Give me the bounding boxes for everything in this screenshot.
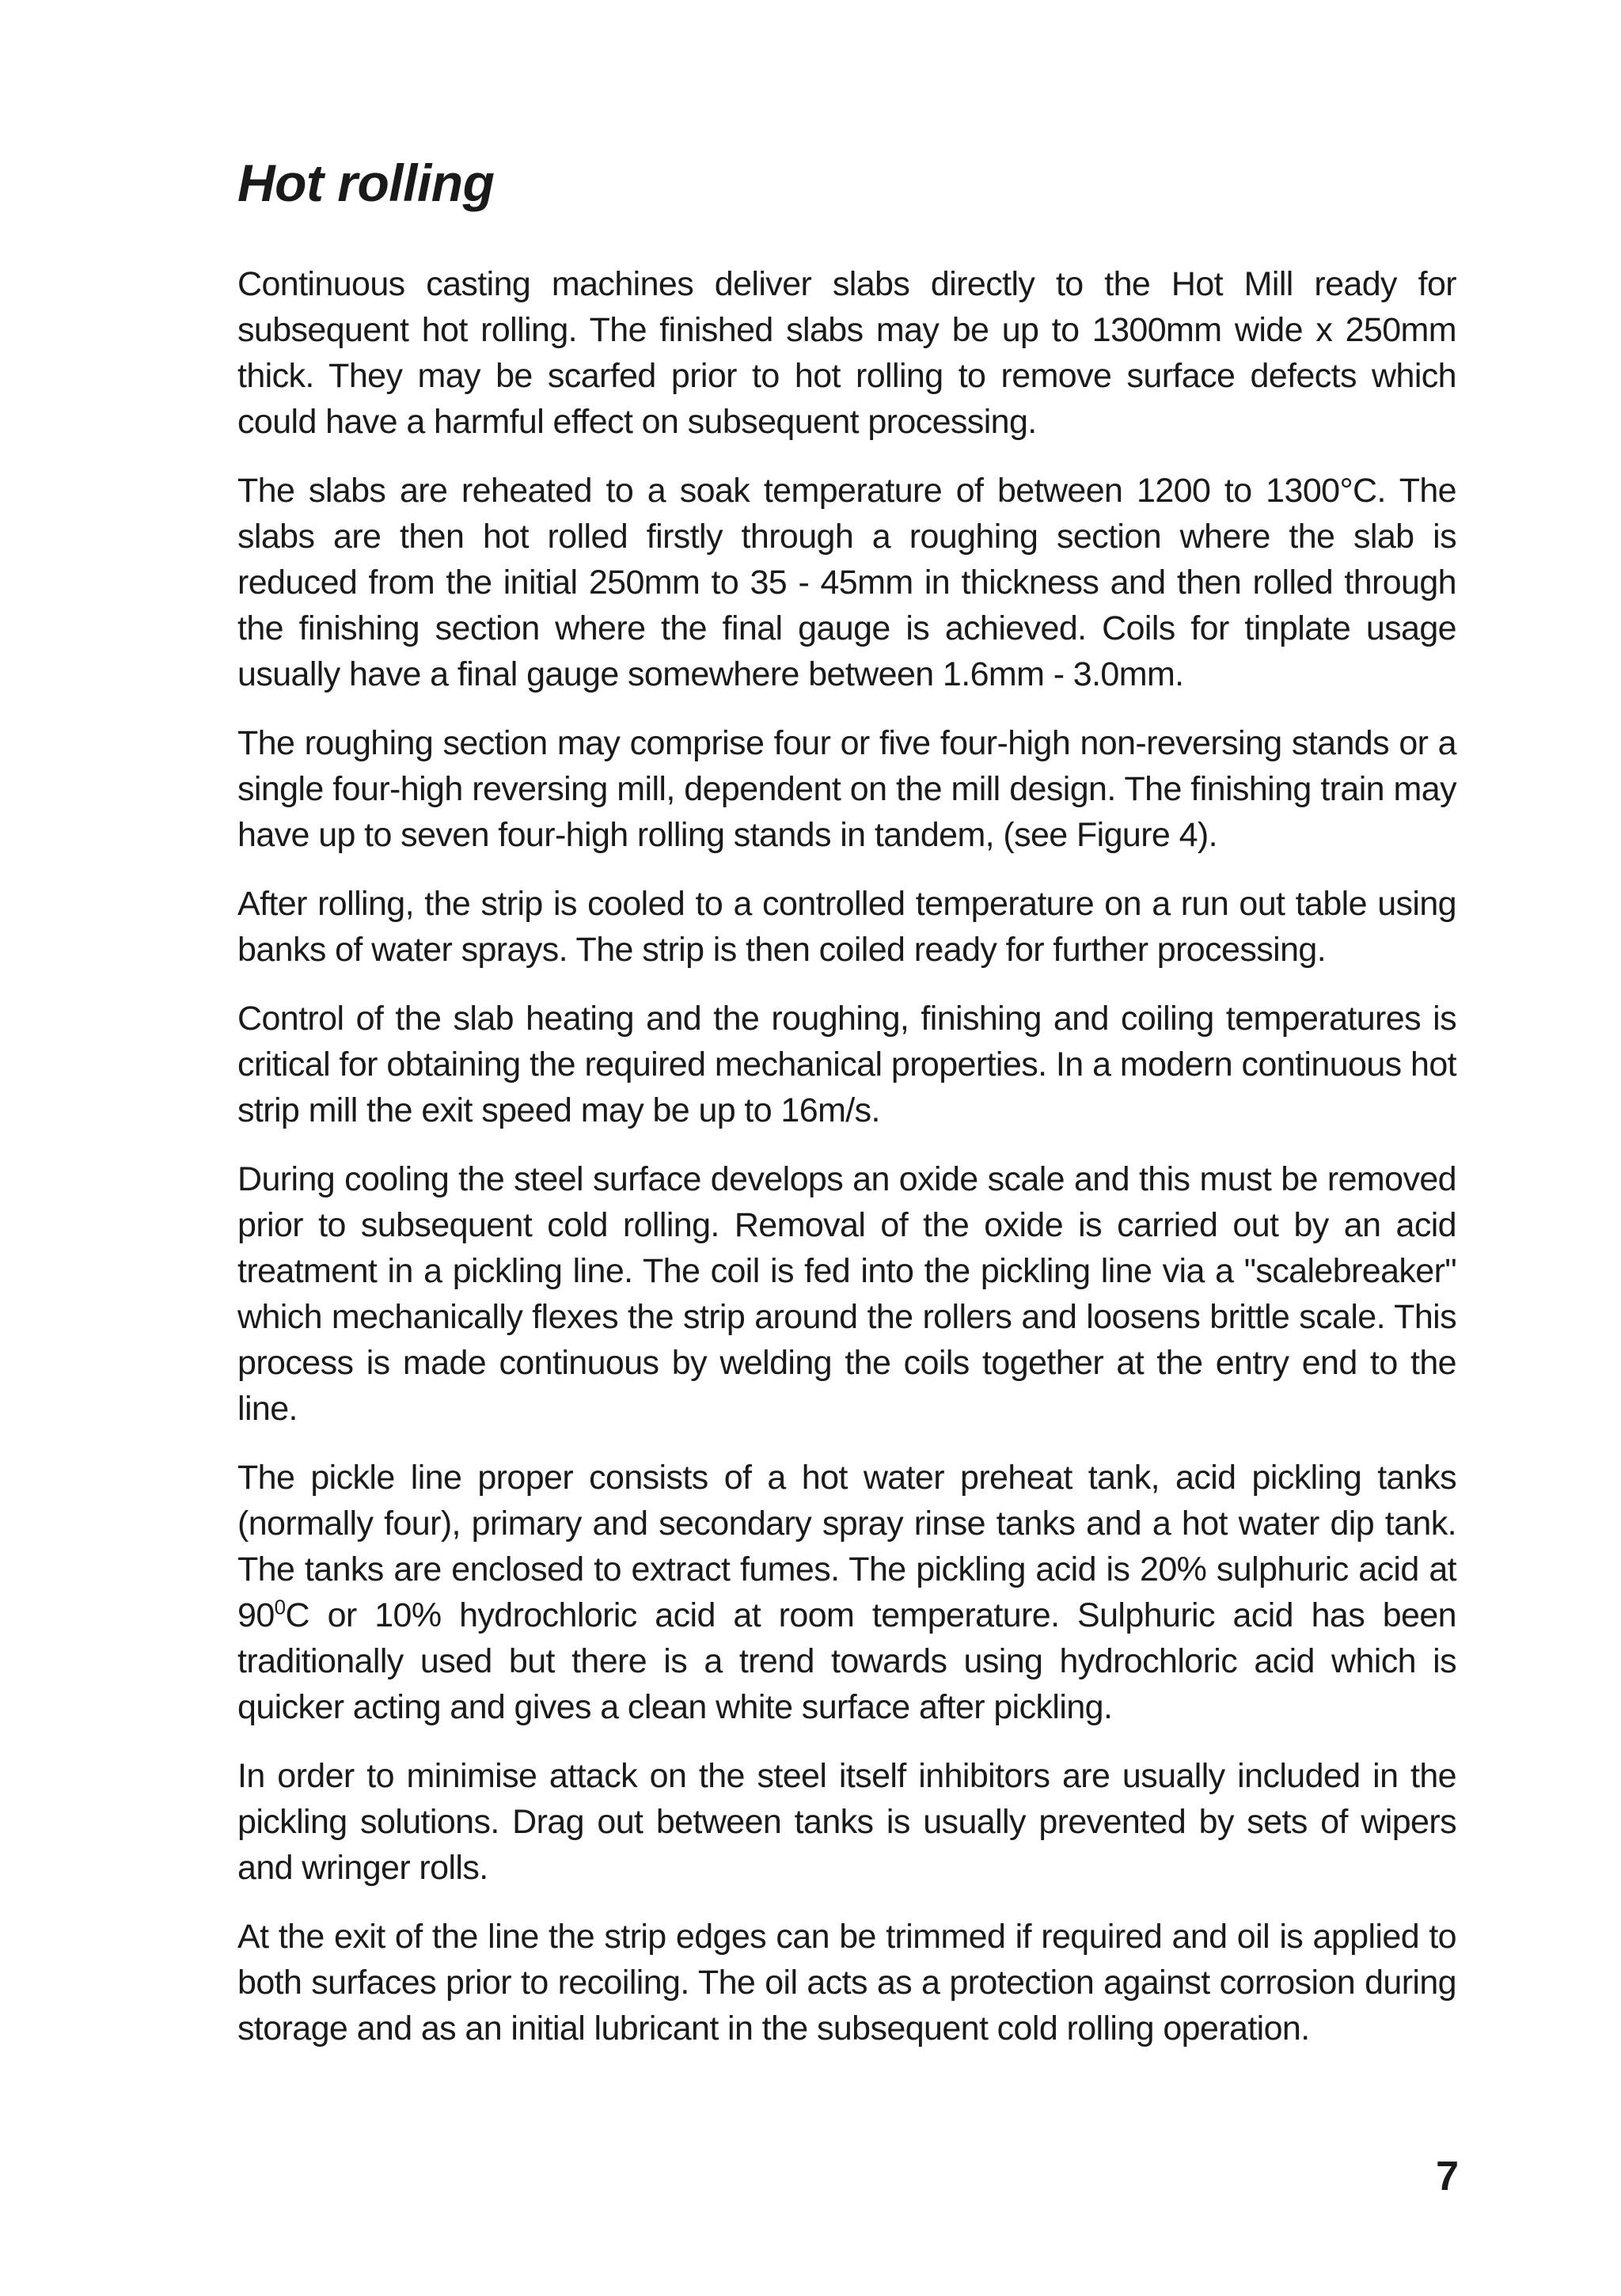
paragraph-pickle-line bbox=[237, 1455, 1456, 1730]
paragraph-temperature-control: Control of the slab heating and the roughing, finishing and coiling temperatures is critical for obtaining the required mechanical properties. In a modern continuous hot strip mill the exit speed may be up to 16m/s. bbox=[237, 999, 1456, 1129]
superscript-zero: 0 bbox=[274, 1595, 286, 1619]
section-title: Hot rolling bbox=[237, 154, 495, 212]
paragraph-exit-line: At the exit of the line the strip edges can be trimmed if required and oil is applied to both surfaces prior to recoiling. The oil acts as a protection against corrosion during storage and as an initial lubricant in the subsequent cold rolling operation. bbox=[237, 1917, 1456, 2047]
paragraph-continuous-casting: Continuous casting machines deliver slabs directly to the Hot Mill ready for subsequent hot rolling. The finished slabs may be up to 1300mm wide x 250mm thick. They may be scarfed prior to hot rolling to remove surface defects which could have a harmful effect on subsequent processing. bbox=[237, 264, 1456, 441]
paragraph-oxide-scale: During cooling the steel surface develops an oxide scale and this must be removed prior to subsequent cold rolling. Removal of the oxide is carried out by an acid treatment in a pickling line. The coil is fed into the pickling line via a "scalebreaker" which mechanically flexes the strip around the rollers and loosens brittle scale. This process is made continuous by welding the coils together at the entry end to the line. bbox=[237, 1159, 1456, 1428]
paragraph-cooling: After rolling, the strip is cooled to a controlled temperature on a run out table using banks of water sprays. The strip is then coiled ready for further processing. bbox=[237, 884, 1456, 969]
document-page bbox=[237, 154, 1456, 2074]
paragraph-roughing-section: The roughing section may comprise four or five four-high non-reversing stands or a single four-high reversing mill, dependent on the mill design. The finishing train may have up to seven four-high rolling stands in tandem, (see Figure 4). bbox=[237, 723, 1456, 854]
paragraph-pickle-line-text-after: C or 10% hydrochloric acid at room temperature. Sulphuric acid has been traditionally used but there is a trend towards using hydrochloric acid which is quicker acting and gives a clean white surface after pickling. bbox=[237, 1596, 1456, 1726]
paragraph-inhibitors: In order to minimise attack on the steel itself inhibitors are usually included in the pickling solutions. Drag out between tanks is usually prevented by sets of wipers and wringer rolls. bbox=[237, 1756, 1456, 1887]
page-number: 7 bbox=[1436, 2154, 1459, 2199]
paragraph-reheating: The slabs are reheated to a soak temperature of between 1200 to 1300°C. The slabs are then hot rolled firstly through a roughing section where the slab is reduced from the initial 250mm to 35 - 45mm in thickness and then rolled through the finishing section where the final gauge is achieved. Coils for tinplate usage usually have a final gauge somewhere between 1.6mm - 3.0mm. bbox=[237, 471, 1456, 693]
paragraph-pickle-line-text-before: The pickle line proper consists of a hot water preheat tank, acid pickling tanks (normally four), primary and secondary spray rinse tanks and a hot water dip tank. The tanks are enclosed to extract fumes. The pickling acid is 20% sulphuric acid at 90 bbox=[237, 1458, 1456, 1634]
